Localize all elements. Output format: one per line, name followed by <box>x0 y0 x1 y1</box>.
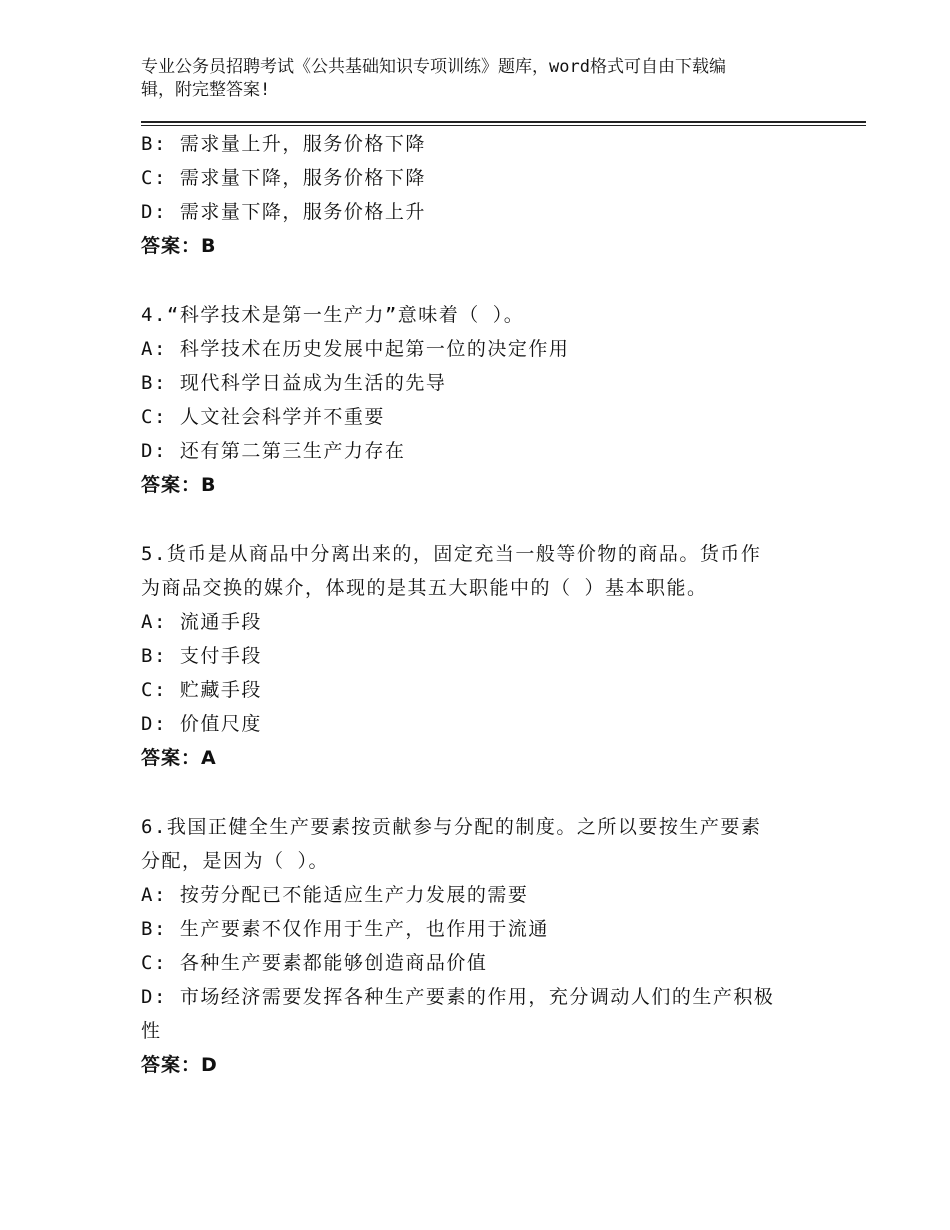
answer-label: 答案：B <box>141 474 217 496</box>
question-6-block <box>141 810 811 1082</box>
question-3-block <box>141 127 811 263</box>
question-stem-cont: 分配，是因为（ ）。 <box>141 850 329 872</box>
option-c: C: 贮藏手段 <box>141 679 262 701</box>
header-rule-thin <box>141 125 866 126</box>
answer-label: 答案：A <box>141 747 217 769</box>
question-stem: 6.我国正健全生产要素按贡献参与分配的制度。之所以要按生产要素 <box>141 816 762 838</box>
question-content <box>141 127 811 1082</box>
option-d-cont: 性 <box>141 1020 162 1042</box>
spacer <box>141 502 811 537</box>
option-b: B: 生产要素不仅作用于生产，也作用于流通 <box>141 918 549 940</box>
option-b: B: 现代科学日益成为生活的先导 <box>141 372 447 394</box>
option-d: D: 价值尺度 <box>141 713 262 735</box>
question-stem-cont: 为商品交换的媒介，体现的是其五大职能中的（ ）基本职能。 <box>141 577 708 599</box>
option-b: B: 需求量上升，服务价格下降 <box>141 133 426 155</box>
question-5-block <box>141 537 811 775</box>
option-c: C: 需求量下降，服务价格下降 <box>141 167 426 189</box>
header-rule-thick <box>141 121 866 123</box>
answer-label: 答案：D <box>141 1054 218 1076</box>
spacer <box>141 775 811 810</box>
option-a: A: 按劳分配已不能适应生产力发展的需要 <box>141 884 529 906</box>
option-a: A: 科学技术在历史发展中起第一位的决定作用 <box>141 338 570 360</box>
option-a: A: 流通手段 <box>141 611 262 633</box>
header-line-1: 专业公务员招聘考试《公共基础知识专项训练》题库，word格式可自由下载编 <box>141 57 726 77</box>
option-c: C: 人文社会科学并不重要 <box>141 406 385 428</box>
option-d: D: 还有第二第三生产力存在 <box>141 440 406 462</box>
question-stem: 4.“科学技术是第一生产力”意味着（ ）。 <box>141 304 525 326</box>
spacer <box>141 263 811 298</box>
option-c: C: 各种生产要素都能够创造商品价值 <box>141 952 488 974</box>
page-header <box>141 56 801 102</box>
question-4-block <box>141 298 811 502</box>
answer-label: 答案：B <box>141 235 217 257</box>
question-stem: 5.货币是从商品中分离出来的，固定充当一般等价物的商品。货币作 <box>141 543 762 565</box>
option-d: D: 需求量下降，服务价格上升 <box>141 201 426 223</box>
option-d: D: 市场经济需要发挥各种生产要素的作用，充分调动人们的生产积极 <box>141 986 775 1008</box>
header-line-2: 辑，附完整答案! <box>141 80 271 100</box>
option-b: B: 支付手段 <box>141 645 262 667</box>
